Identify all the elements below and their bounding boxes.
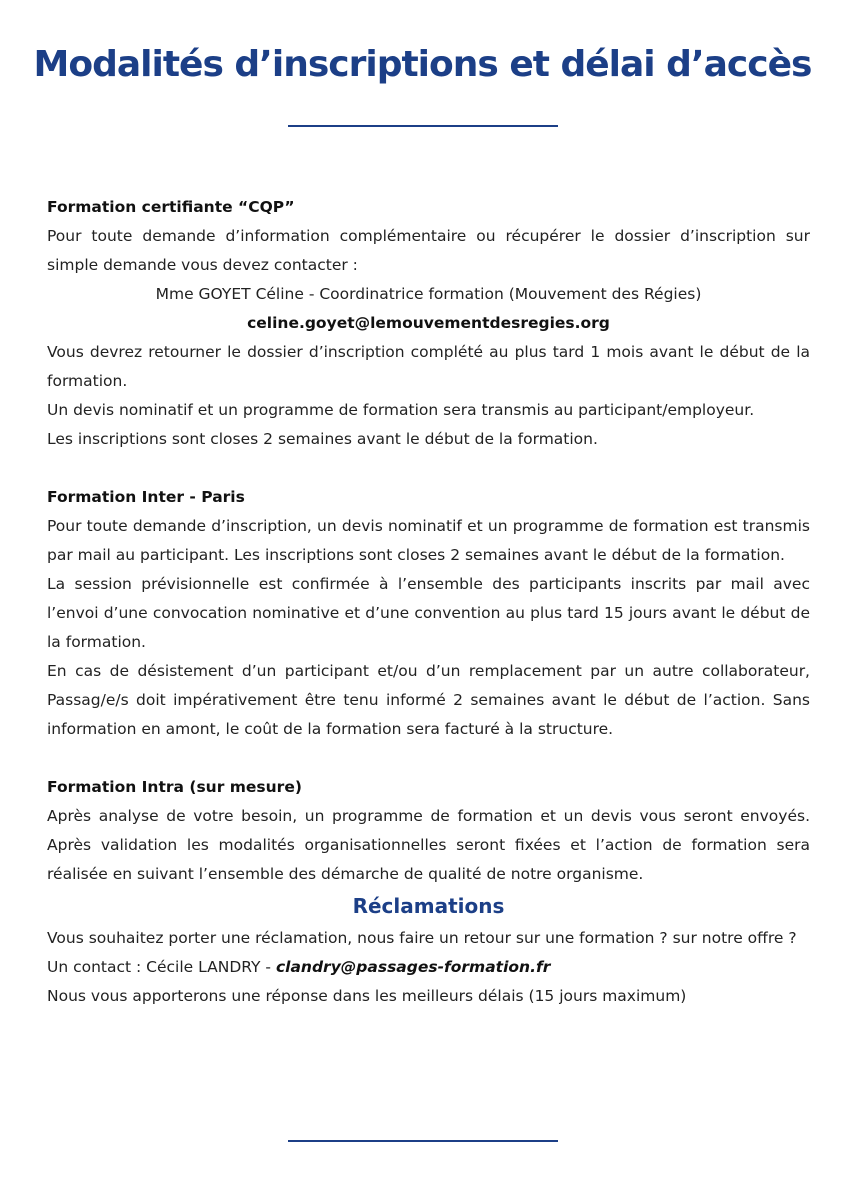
section-heading-intra: Formation Intra (sur mesure) (47, 778, 302, 796)
inter-paragraph-2: La session prévisionnelle est confirmée à l’ensemble des participants inscrits par mail avec l’envoi d’une convocation nominative et d’une convention au plus tard 15 jours avant le début de la formation. (47, 575, 810, 651)
title-divider (288, 125, 558, 127)
reclamations-email-link[interactable]: clandry@passages-formation.fr (275, 958, 551, 976)
inter-paragraph-1: Pour toute demande d’inscription, un devis nominatif et un programme de formation est transmis par mail au participant. Les inscriptions sont closes 2 semaines avant le début de la formation. (47, 517, 810, 564)
section-heading-reclamations: Réclamations (352, 894, 505, 918)
cqp-paragraph-closing: Les inscriptions sont closes 2 semaines avant le début de la formation. (47, 430, 598, 448)
section-heading-cqp: Formation certifiante “CQP” (47, 198, 295, 216)
section-reclamations (47, 889, 810, 1011)
section-cqp (47, 193, 810, 454)
reclamations-contact-prefix: Un contact : Cécile LANDRY - (47, 958, 276, 976)
cqp-paragraph-quote: Un devis nominatif et un programme de formation sera transmis au participant/employeur. (47, 401, 755, 419)
cqp-contact: Mme GOYET Céline - Coordinatrice formation (Mouvement des Régies) (155, 285, 702, 303)
section-inter (47, 483, 810, 744)
footer-divider (288, 1140, 558, 1142)
cqp-email-link[interactable]: celine.goyet@lemouvementdesregies.org (247, 314, 610, 332)
reclamations-contact (47, 953, 810, 982)
cqp-intro: Pour toute demande d’information complémentaire ou récupérer le dossier d’inscription sur simple demande vous devez contacter : (47, 227, 810, 274)
inter-paragraph-3: En cas de désistement d’un participant et/ou d’un remplacement par un autre collaborateur, Passag/e/s doit impérativement être tenu informé 2 semaines avant le début de l’action. Sans information en amont, le coût de la formation sera facturé à la structure. (47, 662, 810, 738)
document-body (47, 193, 810, 1011)
page-title: Modalités d’inscriptions et délai d’accès (33, 44, 812, 85)
section-heading-inter: Formation Inter - Paris (47, 488, 245, 506)
cqp-paragraph-deadline: Vous devrez retourner le dossier d’inscription complété au plus tard 1 mois avant le début de la formation. (47, 343, 810, 390)
reclamations-response: Nous vous apporterons une réponse dans les meilleurs délais (15 jours maximum) (47, 987, 687, 1005)
intra-paragraph: Après analyse de votre besoin, un programme de formation et un devis vous seront envoyés. Après validation les modalités organisationnelles seront fixées et l’action de formation sera réalisée en suivant l’ensemble des démarche de qualité de notre organisme. (47, 807, 810, 883)
reclamations-paragraph: Vous souhaitez porter une réclamation, nous faire un retour sur une formation ? sur notre offre ? (47, 929, 797, 947)
section-intra (47, 773, 810, 889)
